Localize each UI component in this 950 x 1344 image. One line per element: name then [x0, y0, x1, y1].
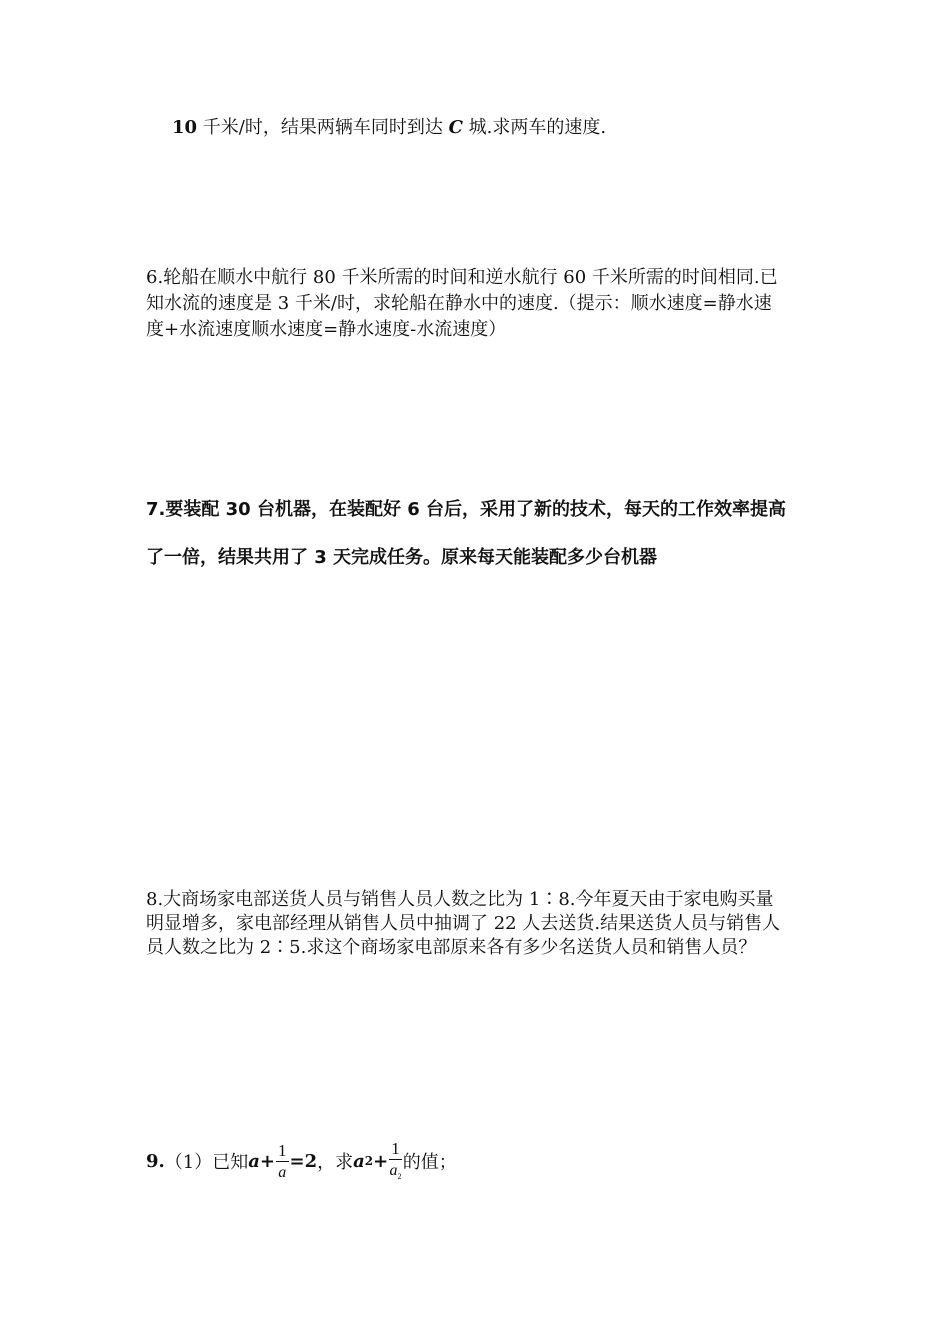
q9-fraction-2-den-var: a — [389, 1162, 398, 1180]
q5-text-part2: 城.求两车的速度. — [462, 117, 607, 138]
q5-continuation-line — [172, 112, 836, 144]
q9-line — [146, 1136, 457, 1186]
q8-line-1: 8.大商场家电部送货人员与销售人员人数之比为 1∶8.今年夏天由于家电购买量 — [146, 889, 774, 910]
q7-line-1: 7.要装配 30 台机器，在装配好 6 台后，采用了新的技术，每天的工作效率提高 — [146, 499, 786, 520]
q9-number: 9. — [146, 1150, 165, 1172]
q9-fraction-1-denominator: a — [278, 1163, 287, 1181]
q9-fraction-1-numerator: 1 — [278, 1140, 287, 1160]
q9-end-text: 的值； — [402, 1152, 457, 1173]
q9-var-a: a — [248, 1150, 260, 1172]
q9-fraction-2 — [389, 1140, 402, 1181]
q8-line-3: 员人数之比为 2∶5.求这个商场家电部原来各有多少名送货人员和销售人员？ — [146, 937, 757, 958]
q9-known-text: 已知 — [212, 1152, 249, 1173]
q8-line-2: 明显增多，家电部经理从销售人员中抽调了 22 人去送货.结果送货人员与销售人 — [146, 913, 781, 934]
q9-fraction-1 — [276, 1142, 289, 1181]
q5-text-part1: 千米/时，结果两辆车同时到达 — [197, 117, 449, 138]
q9-equals-two: =2 — [289, 1150, 318, 1172]
q6-line-3: 度+水流速度顺水速度=静水速度-水流速度） — [146, 319, 507, 340]
q5-speed-number: 10 — [172, 117, 198, 138]
q9-plus-2: + — [373, 1150, 389, 1172]
q7-line-2: 了一倍，结果共用了 3 天完成任务。原来每天能装配多少台机器 — [146, 547, 658, 568]
q6-line-2: 知水流的速度是 3 千米/时，求轮船在静水中的速度.（提示：顺水速度=静水速 — [146, 293, 772, 314]
q9-square-exponent: 2 — [364, 1154, 374, 1168]
q9-plus-1: + — [259, 1150, 276, 1172]
q9-fraction-2-den-sub: 2 — [397, 1172, 402, 1182]
q6-line-1: 6.轮船在顺水中航行 80 千米所需的时间和逆水航行 60 千米所需的时间相同.已 — [146, 267, 778, 288]
q9-find-text: ，求 — [317, 1152, 354, 1173]
q9-part-label: （1） — [164, 1152, 213, 1173]
q9-fraction-2-denominator — [390, 1160, 402, 1181]
q9-var-a-squared-base: a — [353, 1150, 365, 1172]
q5-city-label: C — [448, 117, 463, 138]
q9-fraction-2-numerator: 1 — [391, 1139, 400, 1159]
